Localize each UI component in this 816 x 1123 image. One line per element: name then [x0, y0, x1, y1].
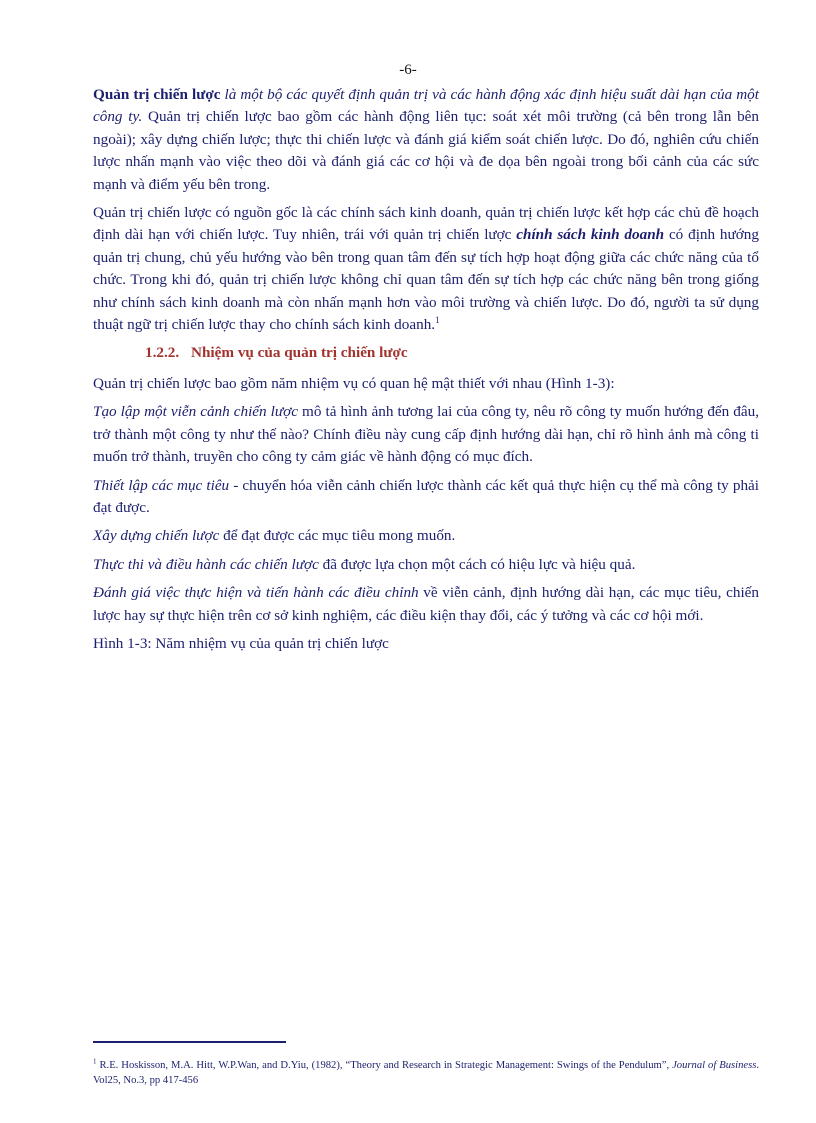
task-title: Thiết lập các mục tiêu: [93, 476, 230, 494]
paragraph-text: có định hướng quản trị chung, chủ yếu hướng vào bên trong quan tâm đến sự tích hợp hoạt động giữa các chức năng của tổ chức. Trong khi đó, quản trị chiến lược không chỉ quan tâm đến sự tích hợp các chức năng bên trong giống như chính sách kinh doanh mà còn nhấn mạnh hơn vào môi trường và chiến lược. Do đó, người ta sử dụng thuật ngữ trị chiến lược thay cho chính sách kinh doanh.: [93, 226, 759, 334]
term-strategic-management: Quản trị chiến lược: [93, 86, 221, 103]
page-number: -6-: [399, 62, 417, 78]
section-heading: [145, 342, 759, 364]
footnote-divider: [93, 1041, 286, 1043]
paragraph-definition: [93, 84, 759, 196]
paragraph-text: Quản trị chiến lược bao gồm các hành động liên tục: soát xét môi trường (cả bên trong lẫn bên ngoài); xây dựng chiến lược; thực thi chiến lược và đánh giá kiểm soát chiến lược. Do đó, nghiên cứu chiến lược nhấn mạnh vào việc theo dõi và đánh giá các cơ hội và đe dọa bên ngoài trong bối cảnh của các sức mạnh và điểm yếu bên trong.: [93, 108, 760, 193]
paragraph-task-evaluation: [93, 582, 759, 627]
page-body: [93, 84, 759, 661]
section-title: Nhiệm vụ của quản trị chiến lược: [191, 344, 408, 362]
task-title: Xây dựng chiến lược: [93, 527, 220, 545]
task-text: mô tả hình ảnh tương lai của công ty, nêu rõ công ty muốn hướng đến đâu, trở thành một công ty như thế nào? Chính điều này cung cấp định hướng dài hạn, chỉ rõ hình ảnh mà công ti muốn trở thành, truyền cho công ty cảm giác về hành động có mục đích.: [93, 403, 759, 466]
task-title: Tạo lập một viễn cảnh chiến lược: [93, 403, 299, 421]
task-text: - chuyển hóa viễn cảnh chiến lược thành các kết quả thực hiện cụ thể mà công ty phải đạt được.: [93, 476, 759, 516]
paragraph-task-implementation: [93, 554, 759, 576]
task-title: Đánh giá việc thực hiện và tiến hành các điều chỉnh: [93, 584, 419, 602]
task-text: để đạt được các mục tiêu mong muốn.: [219, 527, 456, 545]
definition-text: là một bộ các quyết định quản trị và các hành động xác định hiệu suất dài hạn của một công ty.: [93, 86, 759, 126]
task-text: đã được lựa chọn một cách có hiệu lực và hiệu quả.: [318, 555, 636, 573]
footnote-text: R.E. Hoskisson, M.A. Hitt, W.P.Wan, and D.Yiu, (1982), “Theory and Research in Strategic Management: Swings of the Pendulum”,: [96, 1060, 673, 1071]
term-business-policy: chính sách kinh doanh: [516, 226, 665, 244]
paragraph-task-strategy: [93, 525, 759, 547]
footnote-text: . Vol25, No.3, pp 417-456: [93, 1060, 759, 1086]
figure-caption: Hình 1-3: Năm nhiệm vụ của quản trị chiến lược: [93, 634, 389, 652]
paragraph-task-vision: [93, 401, 759, 468]
footnote: [93, 1058, 759, 1088]
task-title: Thực thi và điều hành các chiến lược: [93, 555, 319, 573]
paragraph-intro: Quản trị chiến lược bao gồm năm nhiệm vụ có quan hệ mật thiết với nhau (Hình 1-3):: [93, 374, 615, 392]
task-text: về viễn cảnh, định hướng dài hạn, các mục tiêu, chiến lược hay sự thực hiện trên cơ sở kinh nghiệm, các điều kiện thay đổi, các ý tưởng và các cơ hội mới.: [93, 584, 759, 624]
footnote-reference[interactable]: 1: [435, 315, 440, 325]
paragraph-task-objectives: [93, 475, 759, 520]
paragraph-origin: [93, 202, 759, 336]
section-number: 1.2.2.: [145, 344, 180, 362]
footnote-journal: Journal of Business: [672, 1060, 757, 1071]
footnote-marker: 1: [93, 1057, 97, 1066]
paragraph-text: Quản trị chiến lược có nguồn gốc là các chính sách kinh doanh, quản trị chiến lược kết hợp các chủ đề hoạch định dài hạn với chiến lược. Tuy nhiên, trái với quản trị chiến lược: [93, 204, 759, 244]
